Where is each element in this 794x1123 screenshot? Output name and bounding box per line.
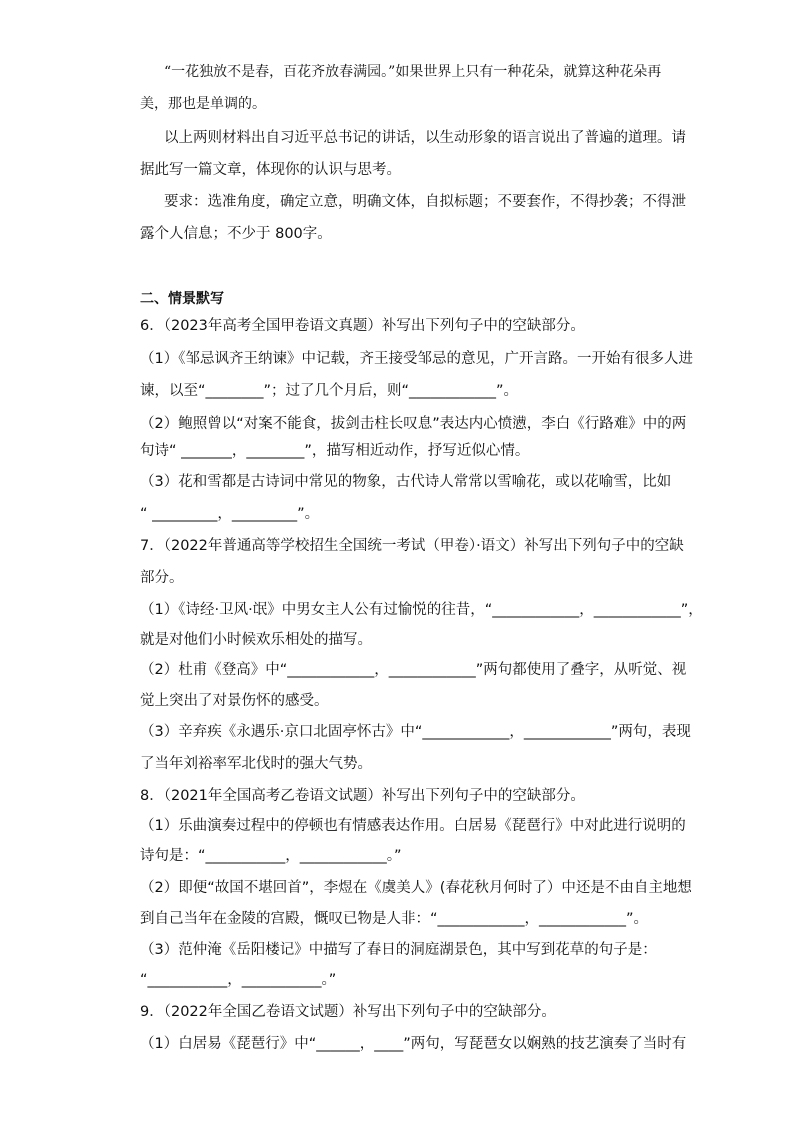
q7-part3-line1: （3）辛弃疾《永遇乐·京口北固亭怀古》中“____________，____________”两句，表现 xyxy=(140,724,691,740)
q9-part1-line1: （1）白居易《琵琶行》中“______，____”两句，写琵琶女以娴熟的技艺演奏了当时有 xyxy=(140,1036,687,1052)
quote-line-1: “一花独放不是春，百花齐放春满园。”如果世界上只有一种花朵，就算这种花朵再 xyxy=(164,64,662,80)
requirement-line-2: 露个人信息；不少于 800字。 xyxy=(140,226,332,242)
quote-line-2: 美，那也是单调的。 xyxy=(140,96,266,112)
q7-title-line2: 部分。 xyxy=(140,570,184,586)
prompt-line-2: 据此写一篇文章，体现你的认识与思考。 xyxy=(140,162,401,178)
q8-part2-line2: 到自己当年在金陵的宫殿，慨叹已物是人非：“____________，____________”。 xyxy=(140,911,649,927)
q6-part2-line2: 句诗“ _______，________”，描写相近动作，抒写近似心情。 xyxy=(140,443,530,459)
q8-part2-line1: （2）即便“故国不堪回首”，李煜在《虞美人》(春花秋月何时了）中还是不由自主地想 xyxy=(140,880,692,896)
q8-part3-line1: （3）范仲淹《岳阳楼记》中描写了春日的洞庭湖景色，其中写到花草的句子是： xyxy=(140,942,657,958)
q7-part2-line2: 觉上突出了对景伤怀的感受。 xyxy=(140,693,329,709)
q9-title: 9．（2022年全国乙卷语文试题）补写出下列句子中的空缺部分。 xyxy=(140,1004,556,1020)
q8-part1-line2: 诗句是：“___________，____________。” xyxy=(140,848,402,864)
q6-part2-line1: （2）鲍照曾以“对案不能食，拔剑击柱长叹息”表达内心愤懑，李白《行路难》中的两 xyxy=(140,416,687,432)
q7-part1-line2: 就是对他们小时候欢乐相处的描写。 xyxy=(140,632,372,648)
q6-title: 6．（2023年高考全国甲卷语文真题）补写出下列句子中的空缺部分。 xyxy=(140,318,585,334)
q7-title-line1: 7．（2022年普通高等学校招生全国统一考试（甲卷）·语文）补写出下列句子中的空缺 xyxy=(140,538,684,554)
q6-part1-line2: 谏，以至“________”；过了几个月后，则“____________”。 xyxy=(140,383,519,399)
q7-part3-line2: 了当年刘裕率军北伐时的强大气势。 xyxy=(140,756,372,772)
q8-part1-line1: （1）乐曲演奏过程中的停顿也有情感表达作用。白居易《琵琶行》中对此进行说明的 xyxy=(140,818,686,834)
q7-part2-line1: （2）杜甫《登高》中“____________，____________”两句都使用了叠字，从听觉、视 xyxy=(140,662,687,678)
prompt-line-1: 以上两则材料出自习近平总书记的讲话，以生动形象的语言说出了普遍的道理。请 xyxy=(164,130,686,146)
requirement-line-1: 要求：选准角度，确定立意，明确文体，自拟标题；不要套作，不得抄袭；不得泄 xyxy=(164,194,686,210)
q8-title: 8．（2021年全国高考乙卷语文试题）补写出下列句子中的空缺部分。 xyxy=(140,788,585,804)
q6-part3-line2: “ _________，_________”。 xyxy=(140,506,320,522)
q6-part1-line1: （1）《邹忌讽齐王纳谏》中记载，齐王接受邹忌的意见，广开言路。一开始有很多人进 xyxy=(140,351,693,367)
q7-part1-line1: （1）《诗经·卫风·氓》中男女主人公有过愉悦的往昔，“____________，____________”， xyxy=(140,602,703,618)
section-heading: 二、情景默写 xyxy=(140,291,224,307)
q8-part3-line2: “___________，___________。” xyxy=(140,972,337,988)
q6-part3-line1: （3）花和雪都是古诗词中常见的物象，古代诗人常常以雪喻花，或以花喻雪，比如 xyxy=(140,474,672,490)
